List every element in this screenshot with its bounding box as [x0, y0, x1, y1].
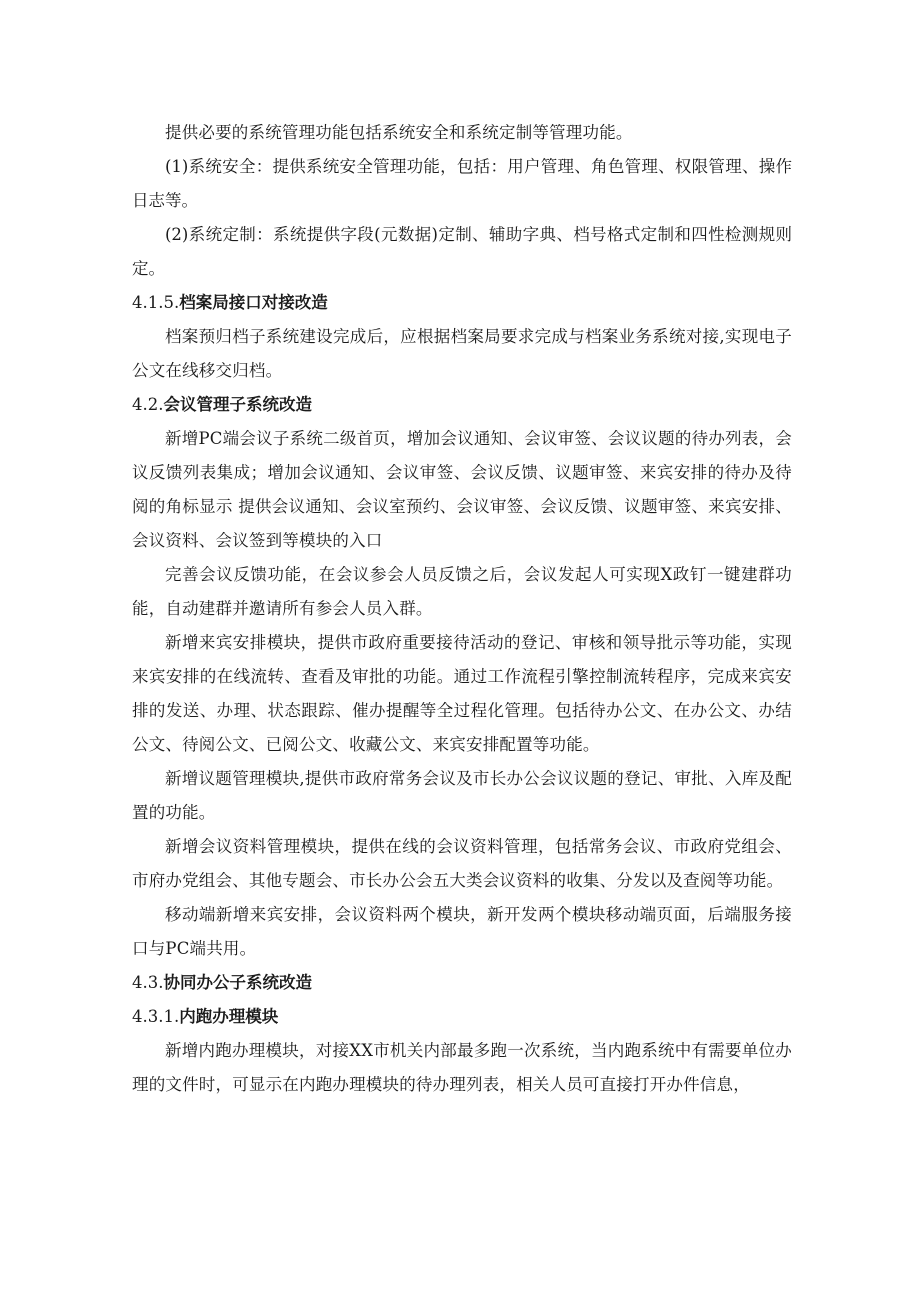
heading-4-1-5 [132, 286, 792, 320]
heading-number: 4.1.5. [132, 293, 180, 312]
heading-4-3-1 [132, 1000, 792, 1034]
paragraph-mobile: 移动端新增来宾安排，会议资料两个模块，新开发两个模块移动端页面，后端服务接口与PC端共用。 [132, 905, 792, 958]
heading-number: 4.3.1. [132, 1007, 180, 1026]
heading-title: 内跑办理模块 [179, 1007, 279, 1026]
item-system-security: (1)系统安全：提供系统安全管理功能，包括：用户管理、角色管理、权限管理、操作日志等。 [132, 157, 792, 210]
heading-title: 档案局接口对接改造 [179, 293, 328, 312]
heading-4-3 [132, 966, 792, 1000]
heading-number: 4.2. [132, 395, 164, 414]
paragraph-system-management: 提供必要的系统管理功能包括系统安全和系统定制等管理功能。 [165, 123, 633, 142]
document-page [132, 116, 792, 1102]
paragraph-meeting-feedback: 完善会议反馈功能，在会议参会人员反馈之后，会议发起人可实现X政钉一键建群功能，自动建群并邀请所有参会人员入群。 [132, 565, 792, 618]
heading-title: 协同办公子系统改造 [163, 973, 312, 992]
heading-number: 4.3. [132, 973, 164, 992]
paragraph-topic-management: 新增议题管理模块,提供市政府常务会议及市长办公会议议题的登记、审批、入库及配置的功能。 [132, 769, 792, 822]
paragraph-guest-arrangement: 新增来宾安排模块，提供市政府重要接待活动的登记、审核和领导批示等功能，实现来宾安排的在线流转、查看及审批的功能。通过工作流程引擎控制流转程序，完成来宾安排的发送、办理、状态跟踪、催办提醒等全过程化管理。包括待办公文、在办公文、办结公文、待阅公文、已阅公文、收藏公文、来宾安排配置等功能。 [132, 633, 792, 754]
heading-4-2 [132, 388, 792, 422]
heading-title: 会议管理子系统改造 [163, 395, 312, 414]
paragraph-meeting-home: 新增PC端会议子系统二级首页，增加会议通知、会议审签、会议议题的待办列表，会议反馈列表集成；增加会议通知、会议审签、会议反馈、议题审签、来宾安排的待办及待阅的角标显示 提供会议通知、会议室预约、会议审签、会议反馈、议题审签、来宾安排、会议资料、会议签到等模块的入口 [132, 429, 792, 550]
item-system-custom: (2)系统定制：系统提供字段(元数据)定制、辅助字典、档号格式定制和四性检测规则定。 [132, 225, 792, 278]
paragraph-archive-interface: 档案预归档子系统建设完成后，应根据档案局要求完成与档案业务系统对接,实现电子公文在线移交归档。 [132, 327, 792, 380]
paragraph-meeting-materials: 新增会议资料管理模块，提供在线的会议资料管理，包括常务会议、市政府党组会、市府办党组会、其他专题会、市长办公会五大类会议资料的收集、分发以及查阅等功能。 [132, 837, 792, 890]
paragraph-internal-run: 新增内跑办理模块，对接XX市机关内部最多跑一次系统，当内跑系统中有需要单位办理的文件时，可显示在内跑办理模块的待办理列表，相关人员可直接打开办件信息， [132, 1041, 792, 1094]
